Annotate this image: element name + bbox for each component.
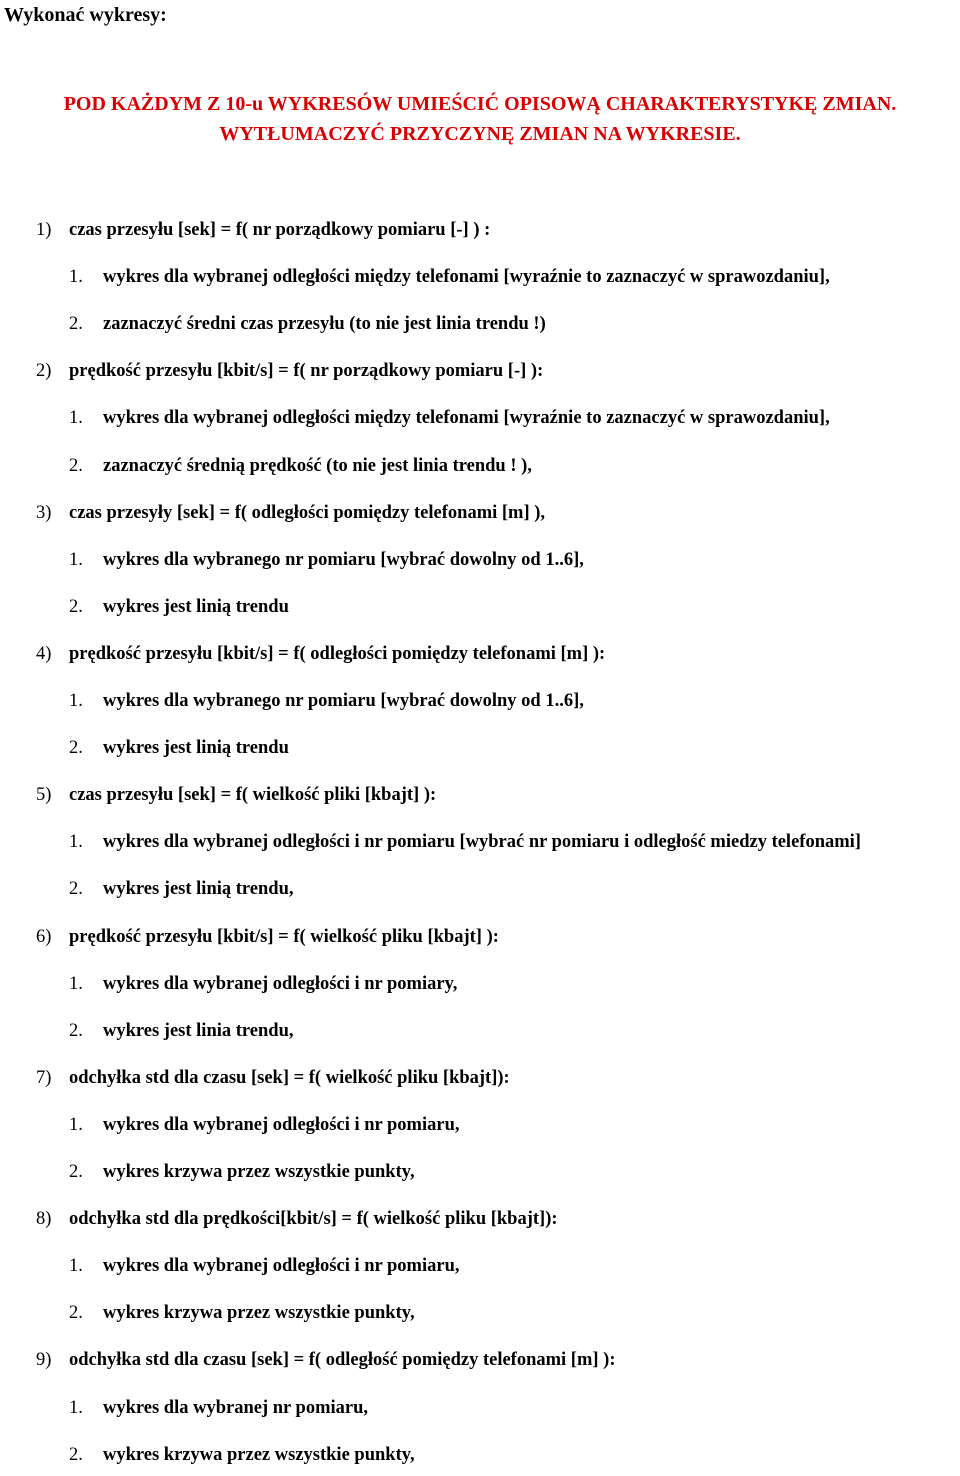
subitem-number: 1. xyxy=(69,549,83,570)
chart-item-text: odchyłka std dla prędkości[kbit/s] = f( wielkość pliku [kbajt]): xyxy=(69,1209,558,1230)
chart-item-number: 8) xyxy=(36,1209,52,1230)
subitem-text: zaznaczyć średnią prędkość (to nie jest linia trendu ! ), xyxy=(103,455,532,476)
subitem-text: wykres jest linia trendu, xyxy=(103,1020,294,1041)
subitem-number: 1. xyxy=(69,1397,83,1418)
subitem-number: 2. xyxy=(69,738,83,759)
subitem-text: wykres dla wybranego nr pomiaru [wybrać dowolny od 1..6], xyxy=(103,549,584,570)
subitem-number: 1. xyxy=(69,832,83,853)
chart-item-number: 9) xyxy=(36,1350,52,1371)
subitem-text: wykres dla wybranej nr pomiaru, xyxy=(103,1397,369,1418)
chart-item-text: odchyłka std dla czasu [sek] = f( wielkość pliku [kbajt]): xyxy=(69,1067,510,1088)
subitem-number: 1. xyxy=(69,691,83,711)
subitem-number: 2. xyxy=(69,1303,83,1324)
subitem-number: 2. xyxy=(69,1444,83,1465)
chart-item-number: 1) xyxy=(36,220,52,240)
warning-line-1: POD KAŻDYM Z 10-u WYKRESÓW UMIEŚCIĆ OPISOWĄ CHARAKTERYSTYKĘ ZMIAN. xyxy=(63,93,897,115)
chart-item-text: czas przesyły [sek] = f( odległości pomiędzy telefonami [m] ), xyxy=(69,502,546,523)
subitem-number: 2. xyxy=(69,455,83,476)
chart-item-text: czas przesyłu [sek] = f( wielkość pliki [kbajt] ): xyxy=(69,785,437,806)
chart-item-number: 4) xyxy=(36,643,52,664)
chart-item-number: 2) xyxy=(36,361,52,382)
subitem-text: wykres jest linią trendu, xyxy=(103,879,294,900)
subitem-number: 2. xyxy=(69,314,83,335)
subitem-number: 1. xyxy=(69,1256,83,1277)
subitem-text: wykres dla wybranej odległości i nr pomiaru, xyxy=(103,1114,460,1135)
chart-item-text: prędkość przesyłu [kbit/s] = f( wielkość pliku [kbajt] ): xyxy=(69,926,499,947)
subitem-text: wykres dla wybranej odległości i nr pomiaru [wybrać nr pomiaru i odległość miedzy telefonami] xyxy=(103,832,861,853)
chart-item-number: 3) xyxy=(36,502,52,523)
chart-item-text: prędkość przesyłu [kbit/s] = f( odległości pomiędzy telefonami [m] ): xyxy=(69,643,606,664)
subitem-text: wykres dla wybranej odległości i nr pomiaru, xyxy=(103,1256,460,1277)
subitem-number: 2. xyxy=(69,1020,83,1041)
subitem-text: wykres krzywa przez wszystkie punkty, xyxy=(103,1162,415,1182)
chart-item-text: czas przesyłu [sek] = f( nr porządkowy pomiaru [-] ) : xyxy=(69,220,491,240)
subitem-text: wykres dla wybranej odległości między telefonami [wyraźnie to zaznaczyć w sprawozdaniu], xyxy=(103,408,830,429)
warning-line-2: WYTŁUMACZYĆ PRZYCZYNĘ ZMIAN NA WYKRESIE. xyxy=(219,123,741,145)
subitem-text: wykres dla wybranej odległości między telefonami [wyraźnie to zaznaczyć w sprawozdaniu], xyxy=(103,267,830,288)
chart-item-number: 6) xyxy=(36,926,52,947)
subitem-number: 2. xyxy=(69,1162,83,1182)
subitem-number: 1. xyxy=(69,267,83,288)
page-heading: Wykonać wykresy: xyxy=(4,4,167,26)
subitem-text: wykres jest linią trendu xyxy=(103,596,289,617)
chart-item-number: 5) xyxy=(36,785,52,806)
subitem-number: 1. xyxy=(69,408,83,429)
subitem-text: wykres dla wybranego nr pomiaru [wybrać dowolny od 1..6], xyxy=(103,691,584,711)
subitem-number: 1. xyxy=(69,1114,83,1135)
subitem-text: wykres krzywa przez wszystkie punkty, xyxy=(103,1444,415,1465)
subitem-text: wykres dla wybranej odległości i nr pomiary, xyxy=(103,973,458,994)
subitem-text: wykres krzywa przez wszystkie punkty, xyxy=(103,1303,415,1324)
subitem-number: 2. xyxy=(69,596,83,617)
subitem-text: wykres jest linią trendu xyxy=(103,738,289,759)
subitem-text: zaznaczyć średni czas przesyłu (to nie jest linia trendu !) xyxy=(103,314,546,335)
chart-item-text: prędkość przesyłu [kbit/s] = f( nr porządkowy pomiaru [-] ): xyxy=(69,361,544,382)
subitem-number: 1. xyxy=(69,973,83,994)
chart-item-number: 7) xyxy=(36,1067,52,1088)
subitem-number: 2. xyxy=(69,879,83,900)
chart-item-text: odchyłka std dla czasu [sek] = f( odległość pomiędzy telefonami [m] ): xyxy=(69,1350,616,1371)
